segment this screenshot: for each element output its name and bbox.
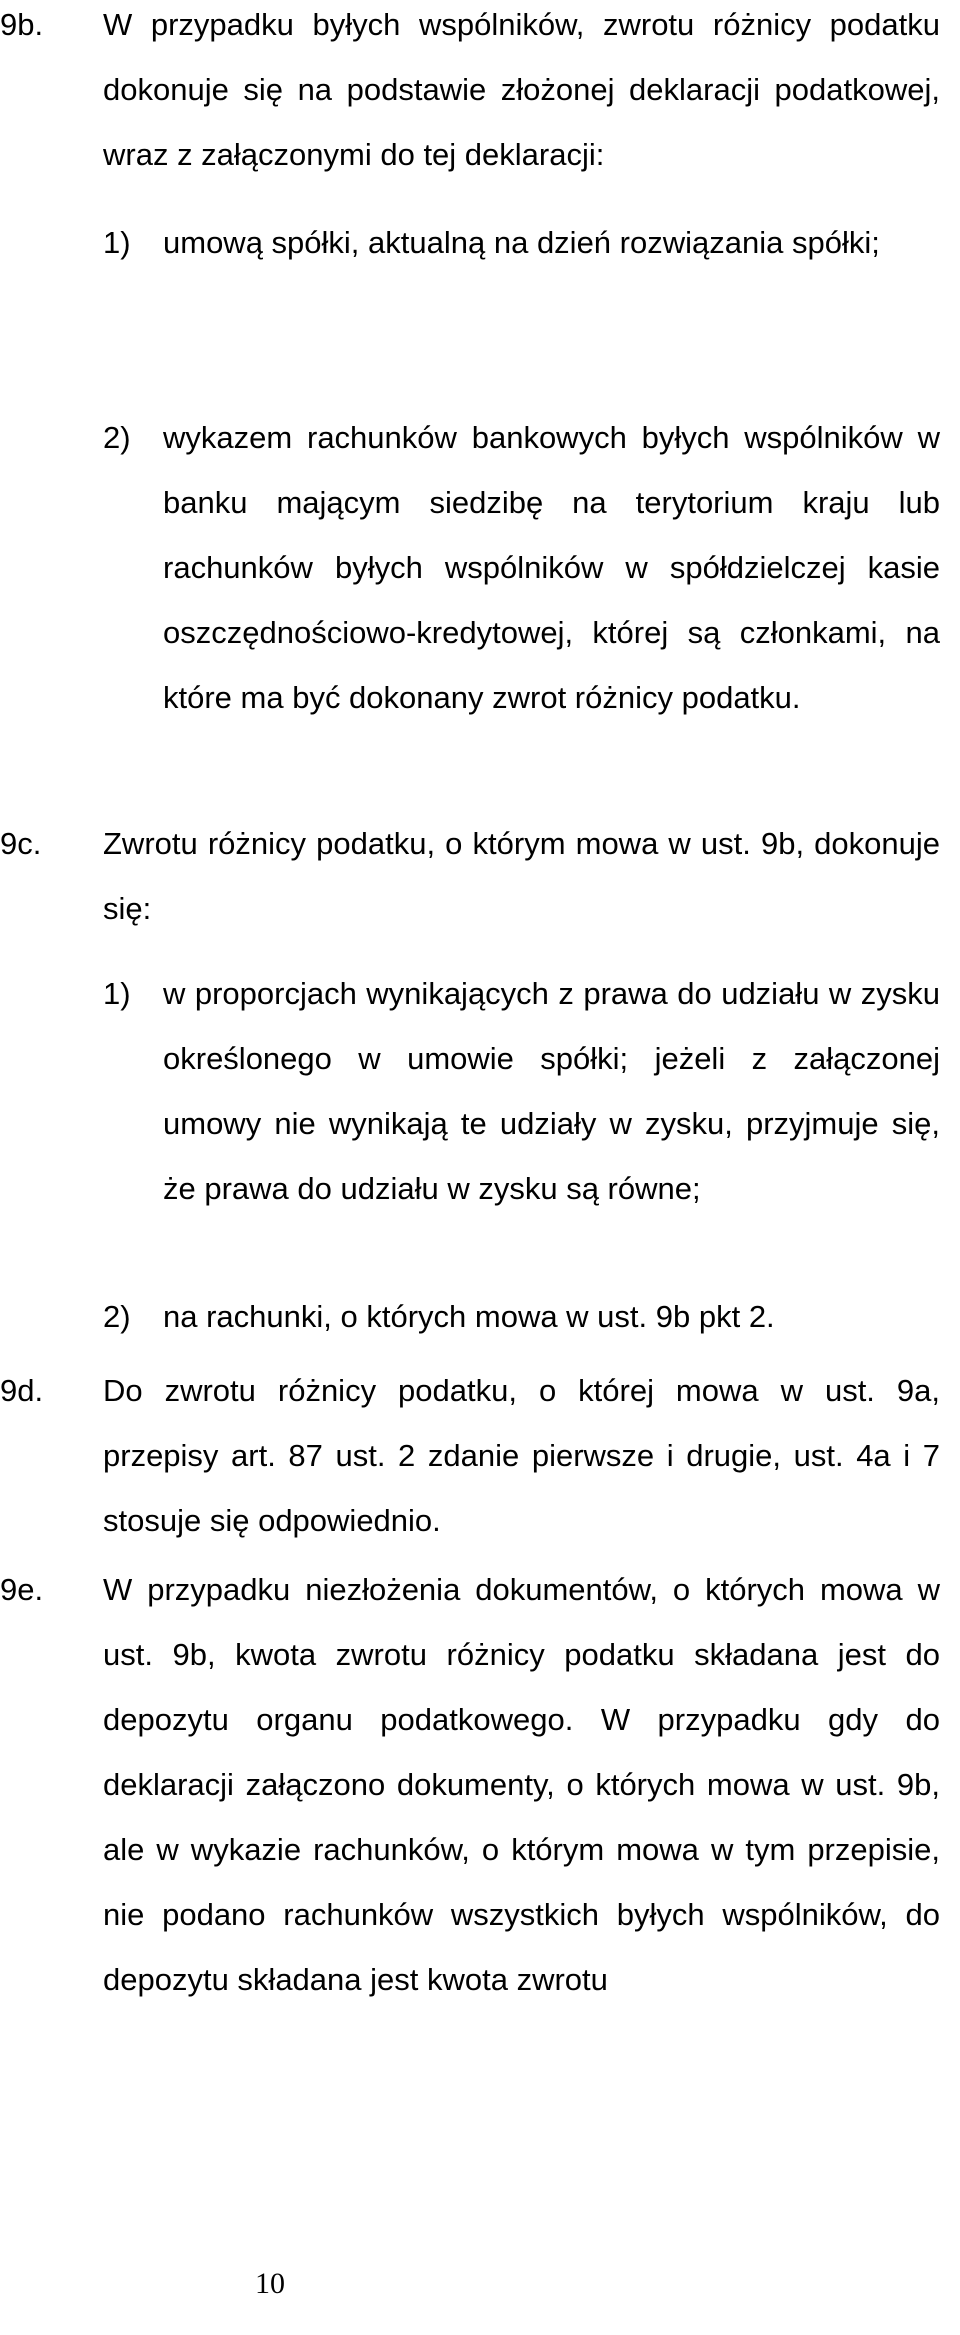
section-9c-item-2 bbox=[103, 1284, 940, 1349]
section-9e-label: 9e. bbox=[0, 1572, 44, 1607]
list-item-text: w proporcjach wynikających z prawa do udziału w zysku określonego w umowie spółki; jeżeli z załączonej umowy nie wynikają te udziały w zysku, przyjmuje się, że prawa do udziału w zysku są równe; bbox=[163, 976, 940, 1206]
section-9b-item-2 bbox=[103, 405, 940, 730]
section-9b-text: W przypadku byłych wspólników, zwrotu różnicy podatku dokonuje się na podstawie złożonej deklaracji podatkowej, wraz z załączonymi do tej deklaracji: bbox=[103, 7, 940, 172]
section-9b-item-1 bbox=[103, 210, 940, 275]
list-item-number: 1) bbox=[103, 225, 131, 260]
list-item-number: 2) bbox=[103, 420, 131, 455]
section-9c-label: 9c. bbox=[0, 826, 42, 861]
section-9d-text: Do zwrotu różnicy podatku, o której mowa w ust. 9a, przepisy art. 87 ust. 2 zdanie pierwsze i drugie, ust. 4a i 7 stosuje się odpowiednio. bbox=[103, 1373, 940, 1538]
section-9c-text: Zwrotu różnicy podatku, o którym mowa w ust. 9b, dokonuje się: bbox=[103, 826, 940, 926]
section-9e-text: W przypadku niezłożenia dokumentów, o których mowa w ust. 9b, kwota zwrotu różnicy podatku składana jest do depozytu organu podatkowego. W przypadku gdy do deklaracji załączono dokumenty, o których mowa w ust. 9b, ale w wykazie rachunków, o którym mowa w tym przepisie, nie podano rachunków wszystkich byłych wspólników, do depozytu składana jest kwota zwrotu bbox=[103, 1572, 940, 1997]
section-9b bbox=[0, 0, 940, 187]
list-item-text: umową spółki, aktualną na dzień rozwiązania spółki; bbox=[163, 225, 880, 260]
list-item-number: 1) bbox=[103, 976, 131, 1011]
section-9d-label: 9d. bbox=[0, 1373, 44, 1408]
section-9b-label: 9b. bbox=[0, 7, 44, 42]
list-item-text: na rachunki, o których mowa w ust. 9b pkt 2. bbox=[163, 1299, 775, 1334]
section-9e bbox=[0, 1557, 940, 2012]
section-9c bbox=[0, 811, 940, 941]
section-9c-item-1 bbox=[103, 961, 940, 1221]
list-item-text: wykazem rachunków bankowych byłych wspólników w banku mającym siedzibę na terytorium kraju lub rachunków byłych wspólników w spółdzielczej kasie oszczędnościowo-kredytowej, której są członkami, na które ma być dokonany zwrot różnicy podatku. bbox=[163, 420, 940, 715]
list-item-number: 2) bbox=[103, 1299, 131, 1334]
page-number: 10 bbox=[255, 2267, 285, 2300]
section-9d bbox=[0, 1358, 940, 1553]
